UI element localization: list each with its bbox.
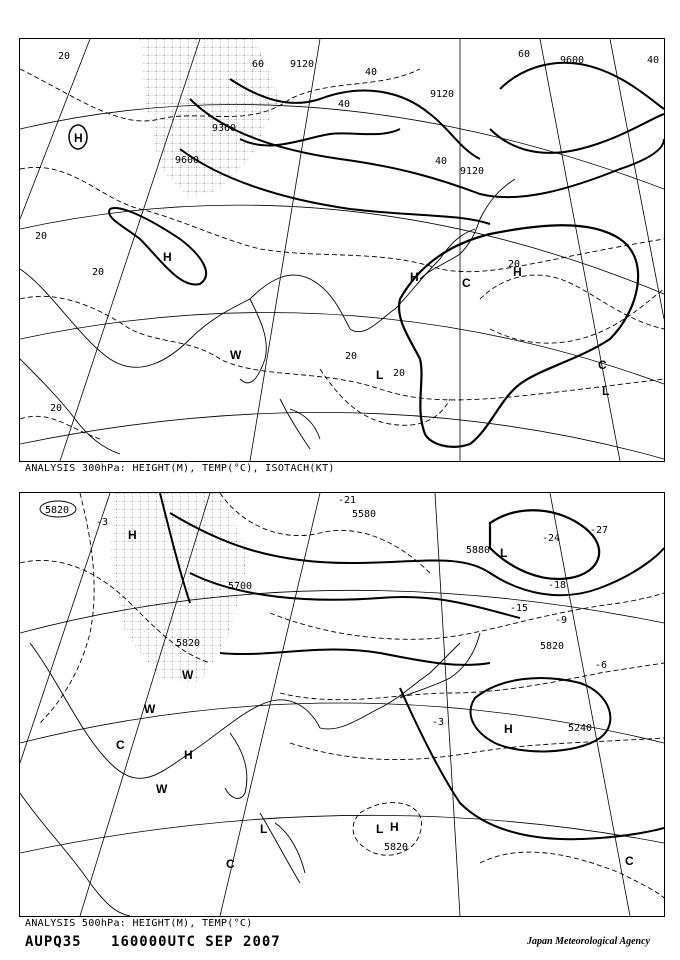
isotach-label: 40 bbox=[647, 55, 660, 66]
caption-300hpa: ANALYSIS 300hPa: HEIGHT(M), TEMP(°C), ISOTACH(KT) bbox=[25, 463, 335, 474]
chart-id: AUPQ35 bbox=[25, 934, 82, 950]
height-label: 5820 bbox=[176, 638, 201, 649]
isotach-label: 20 bbox=[58, 51, 71, 62]
high-center-label: H bbox=[410, 270, 419, 284]
coastlines bbox=[20, 179, 515, 454]
isotach-label: 60 bbox=[252, 59, 265, 70]
height-label: 5820 bbox=[384, 842, 409, 853]
low-center-label: L bbox=[376, 368, 384, 382]
isotach-label: 40 bbox=[365, 67, 378, 78]
coastlines bbox=[20, 633, 480, 916]
cold-center-label: C bbox=[462, 276, 471, 290]
temp-label: -6 bbox=[595, 660, 608, 671]
height-label: 5580 bbox=[352, 509, 377, 520]
isotach-label: 20 bbox=[35, 231, 48, 242]
map-500hpa-canvas bbox=[20, 493, 664, 916]
low-center-label: L bbox=[500, 546, 508, 560]
isotherms bbox=[20, 69, 664, 439]
warm-region-label: W bbox=[156, 782, 168, 796]
height-label: 5820 bbox=[540, 641, 565, 652]
cold-center-label: C bbox=[226, 857, 235, 871]
low-center-label: L bbox=[376, 822, 384, 836]
high-center-label: H bbox=[74, 131, 83, 145]
map-300hpa-canvas bbox=[20, 39, 664, 461]
height-contours bbox=[160, 493, 664, 839]
cold-center-label: C bbox=[598, 358, 607, 372]
temp-label: -3 bbox=[432, 717, 445, 728]
temp-label: -9 bbox=[555, 615, 568, 626]
map-panel-500hpa bbox=[19, 492, 665, 917]
height-label: 5240 bbox=[568, 723, 593, 734]
low-center-label: L bbox=[260, 822, 268, 836]
high-center-label: H bbox=[513, 265, 522, 279]
temp-label: -18 bbox=[548, 580, 567, 591]
isotach-label: 20 bbox=[393, 368, 406, 379]
height-label: 9600 bbox=[175, 155, 200, 166]
caption-500hpa: ANALYSIS 500hPa: HEIGHT(M), TEMP(°C) bbox=[25, 918, 253, 929]
isotach-label: 40 bbox=[435, 156, 448, 167]
isotach-label: 20 bbox=[92, 267, 105, 278]
high-center-label: H bbox=[128, 528, 137, 542]
height-label: 9120 bbox=[430, 89, 455, 100]
map-panel-300hpa bbox=[19, 38, 665, 462]
height-label: 5820 bbox=[45, 505, 70, 516]
temp-label: -15 bbox=[510, 603, 529, 614]
chart-footer bbox=[25, 934, 301, 950]
height-label: 9120 bbox=[460, 166, 485, 177]
valid-time: 160000UTC SEP 2007 bbox=[111, 934, 281, 950]
high-center-label: H bbox=[504, 722, 513, 736]
height-label: 9600 bbox=[560, 55, 585, 66]
cold-center-label: C bbox=[625, 854, 634, 868]
cold-center-label: C bbox=[116, 738, 125, 752]
height-label: 5880 bbox=[466, 545, 491, 556]
high-center-label: H bbox=[184, 748, 193, 762]
agency-credit: Japan Meteorological Agency bbox=[527, 936, 650, 947]
warm-region-label: W bbox=[144, 702, 156, 716]
isotach-label: 20 bbox=[508, 259, 521, 270]
temp-label: -3 bbox=[96, 517, 109, 528]
isotach-label: 20 bbox=[50, 403, 63, 414]
high-center-label: H bbox=[390, 820, 399, 834]
warm-region-label: W bbox=[230, 348, 242, 362]
warm-region-label: W bbox=[182, 668, 194, 682]
height-label: 9360 bbox=[212, 123, 237, 134]
isotach-label: 40 bbox=[338, 99, 351, 110]
temp-label: -21 bbox=[338, 495, 357, 506]
low-center-label: L bbox=[602, 384, 610, 398]
isotach-label: 60 bbox=[518, 49, 531, 60]
temp-label: -24 bbox=[542, 533, 561, 544]
temp-label: -27 bbox=[590, 525, 609, 536]
height-label: 5700 bbox=[228, 581, 253, 592]
high-center-label: H bbox=[163, 250, 172, 264]
height-label: 9120 bbox=[290, 59, 315, 70]
isotach-label: 20 bbox=[345, 351, 358, 362]
